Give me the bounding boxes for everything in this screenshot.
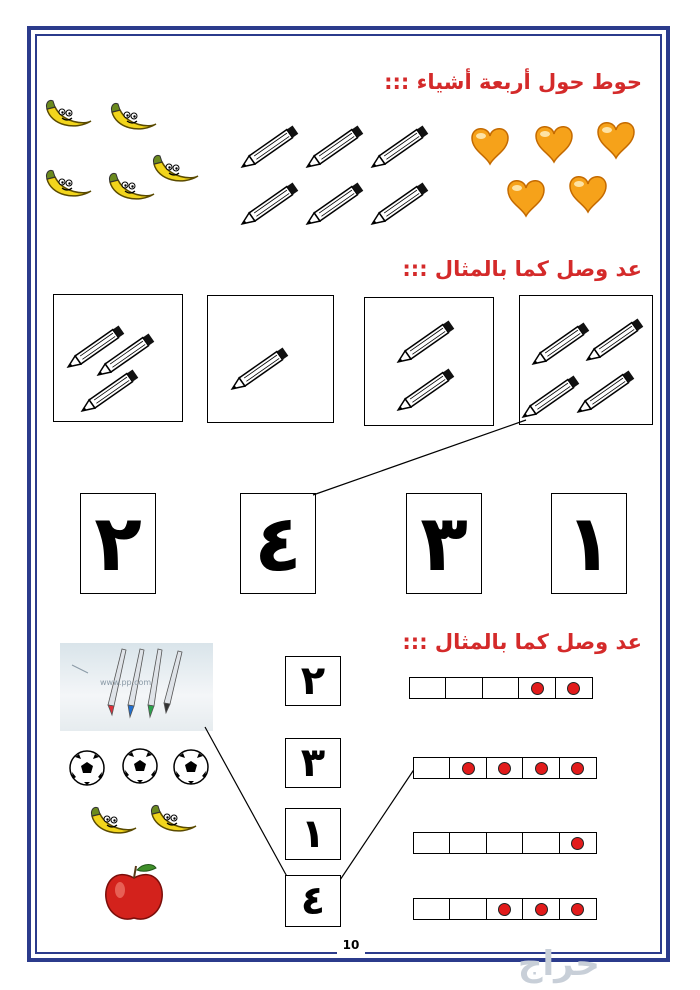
connection-line-strip: [340, 768, 415, 880]
dot: [571, 903, 584, 916]
dot: [498, 903, 511, 916]
connection-line-pens: [205, 727, 290, 882]
heading-count-connect-1: عد وصل كما بالمثال :::: [402, 257, 642, 281]
heading-circle-four: حوط حول أربعة أشياء :::: [384, 70, 642, 94]
heading-count-connect-2: عد وصل كما بالمثال :::: [402, 630, 642, 654]
dot: [531, 682, 544, 695]
dot-strip-2[interactable]: [410, 677, 593, 699]
dot-strip-3[interactable]: [414, 898, 597, 920]
dot: [462, 762, 475, 775]
banana-icon: [91, 807, 136, 832]
dot: [535, 903, 548, 916]
dot: [535, 762, 548, 775]
dot: [567, 682, 580, 695]
numeral-box-2[interactable]: ٢: [80, 493, 156, 594]
numeral-box-4[interactable]: ٤: [240, 493, 316, 594]
soccer-ball-icon: [70, 751, 104, 785]
soccer-ball-icon: [174, 750, 208, 784]
apple-icon: [106, 865, 162, 920]
numeral-box-1[interactable]: ١: [551, 493, 627, 594]
numeral-box-4[interactable]: ٤: [285, 875, 341, 927]
banana-icon: [151, 805, 196, 830]
dot-strip-1[interactable]: [414, 832, 597, 854]
numeral-box-3[interactable]: ٣: [406, 493, 482, 594]
page-number: 10: [337, 933, 365, 957]
numeral-box-3[interactable]: ٣: [285, 738, 341, 788]
dot: [571, 837, 584, 850]
dot-strip-4[interactable]: [414, 757, 597, 779]
numeral-box-2[interactable]: ٢: [285, 656, 341, 706]
soccer-ball-icon: [123, 749, 157, 783]
dot: [571, 762, 584, 775]
dot: [498, 762, 511, 775]
watermark: حراج: [518, 944, 600, 984]
numeral-box-1[interactable]: ١: [285, 808, 341, 860]
photo-caption: www.pp.com: [100, 678, 152, 687]
